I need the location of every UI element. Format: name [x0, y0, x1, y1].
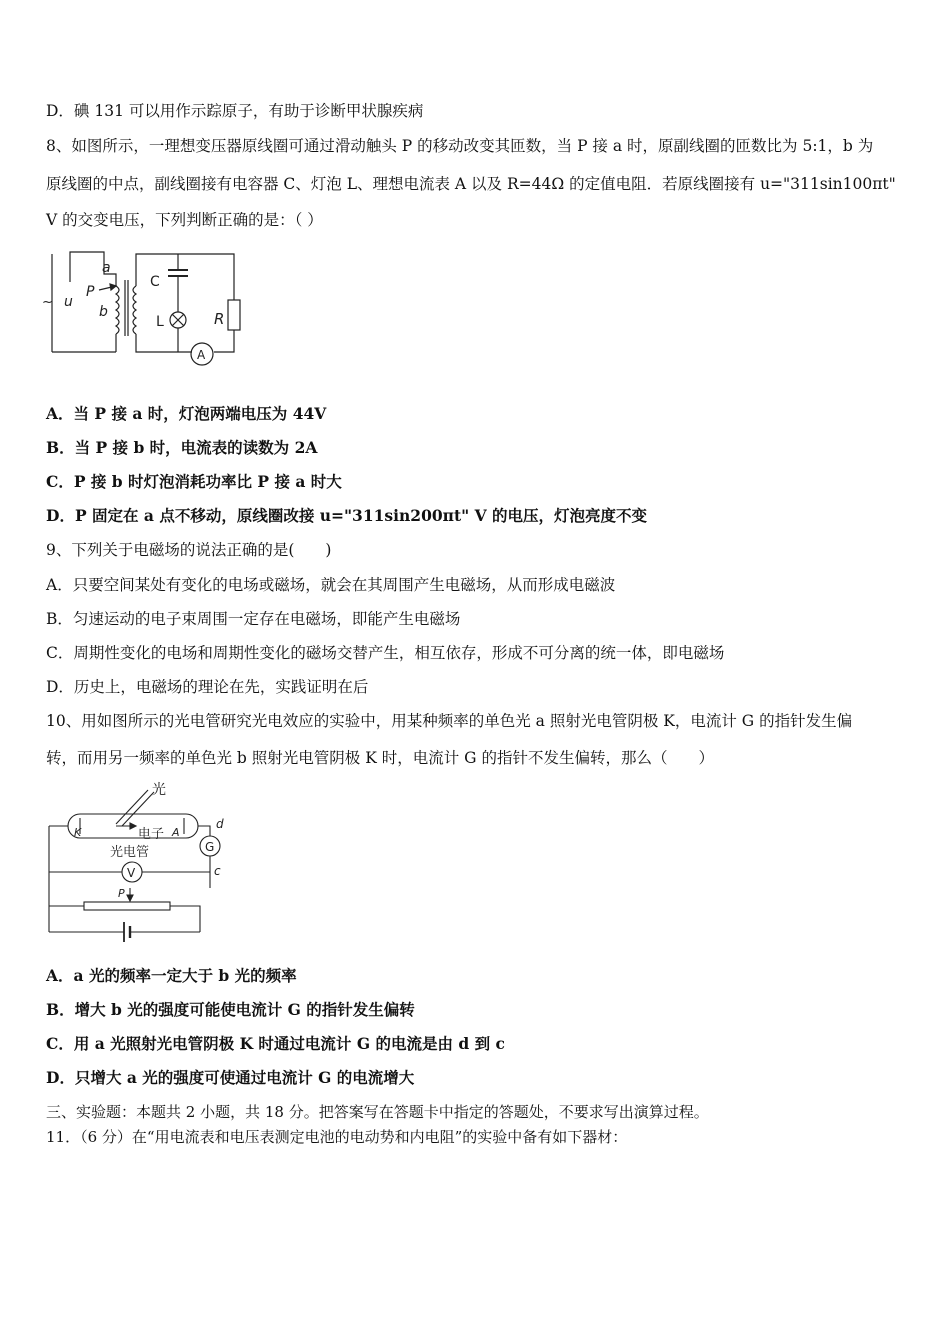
q10-option-c: C．用 a 光照射光电管阴极 K 时通过电流计 G 的电流是由 d 到 c — [46, 1034, 505, 1053]
photocell-circuit-figure — [44, 778, 234, 948]
label-p: P — [86, 284, 95, 300]
label-u: u — [64, 294, 73, 310]
q7-option-d: D．碘 131 可以用作示踪原子，有助于诊断甲状腺疾病 — [46, 102, 424, 120]
q8-option-b: B．当 P 接 b 时，电流表的读数为 2A — [46, 438, 318, 457]
q8-option-c: C．P 接 b 时灯泡消耗功率比 P 接 a 时大 — [46, 472, 342, 491]
label-tube-a: A — [172, 826, 180, 839]
label-l: L — [156, 314, 164, 330]
label-electron: 电子 — [138, 827, 165, 842]
q9-stem: 9、下列关于电磁场的说法正确的是( ) — [46, 541, 332, 559]
section3-header: 三、实验题：本题共 2 小题，共 18 分。把答案写在答题卡中指定的答题处，不要求写出演算过程。 — [46, 1103, 709, 1121]
label-g: G — [205, 840, 215, 854]
q8-stem-line-3: V 的交变电压，下列判断正确的是：（ ） — [46, 211, 323, 229]
label-b: b — [99, 304, 108, 320]
label-a: a — [102, 260, 111, 276]
q10-option-b: B．增大 b 光的强度可能使电流计 G 的指针发生偏转 — [46, 1000, 415, 1019]
q8-option-a: A．当 P 接 a 时，灯泡两端电压为 44V — [46, 404, 327, 423]
q8-option-d: D．P 固定在 a 点不移动，原线圈改接 u="311sin200πt" V 的电压，灯泡亮度不变 — [46, 506, 648, 525]
label-d: d — [216, 817, 224, 831]
label-c: C — [150, 274, 160, 290]
label-ammeter: A — [197, 348, 206, 362]
label-p: P — [118, 887, 125, 900]
q10-option-d: D．只增大 a 光的强度可使通过电流计 G 的电流增大 — [46, 1068, 415, 1087]
q9-option-b: B．匀速运动的电子束周围一定存在电磁场，即能产生电磁场 — [46, 610, 461, 628]
label-c: c — [214, 864, 221, 878]
q9-option-a: A．只要空间某处有变化的电场或磁场，就会在其周围产生电磁场，从而形成电磁波 — [46, 576, 616, 594]
label-v: V — [127, 866, 136, 880]
label-light: 光 — [152, 782, 166, 798]
q11-stem: 11．（6 分）在“用电流表和电压表测定电池的电动势和内电阻”的实验中备有如下器材： — [46, 1128, 628, 1146]
label-k: K — [74, 826, 82, 839]
label-r: R — [214, 310, 225, 328]
q8-stem-line-1: 8、如图所示，一理想变压器原线圈可通过滑动触头 P 的移动改变其匝数，当 P 接 a 时，原副线圈的匝数比为 5:1，b 为 — [46, 137, 874, 155]
q8-stem-line-2: 原线圈的中点，副线圈接有电容器 C、灯泡 L、理想电流表 A 以及 R=44Ω 的定值电阻．若原线圈接有 u="311sin100πt" — [46, 175, 896, 193]
q9-option-c: C．周期性变化的电场和周期性变化的磁场交替产生，相互依存，形成不可分离的统一体，即电磁场 — [46, 644, 725, 662]
label-tube: 光电管 — [110, 845, 150, 860]
q9-option-d: D．历史上，电磁场的理论在先，实践证明在后 — [46, 678, 369, 696]
q10-option-a: A．a 光的频率一定大于 b 光的频率 — [46, 966, 297, 985]
tilde-symbol: ~ — [42, 295, 53, 310]
transformer-circuit-figure — [44, 244, 244, 370]
q10-stem-line-1: 10、用如图所示的光电管研究光电效应的实验中，用某种频率的单色光 a 照射光电管阴极 K，电流计 G 的指针发生偏 — [46, 712, 853, 730]
q10-stem-line-2: 转，而用另一频率的单色光 b 照射光电管阴极 K 时，电流计 G 的指针不发生偏转，那么（ ） — [46, 749, 714, 767]
